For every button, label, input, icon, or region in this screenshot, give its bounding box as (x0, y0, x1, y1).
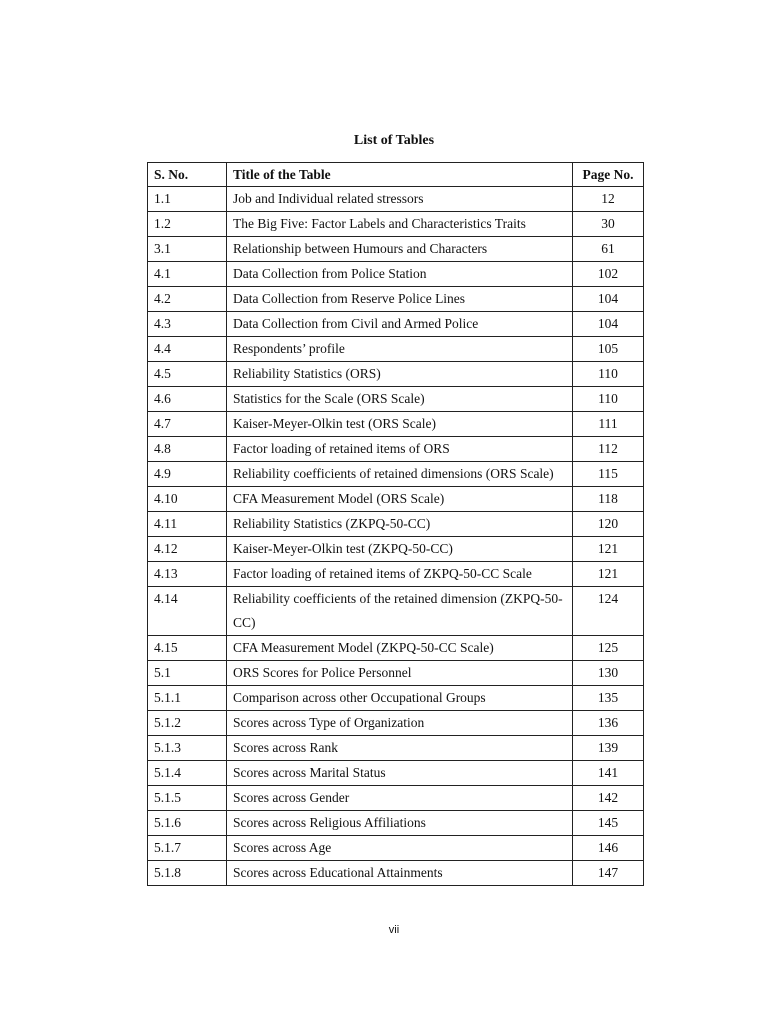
table-row (148, 512, 644, 537)
row-sno: 1.1 (148, 187, 227, 212)
row-sno: 4.1 (148, 262, 227, 287)
row-title: Reliability Statistics (ZKPQ-50-CC) (227, 512, 573, 537)
row-page-number: 130 (573, 661, 644, 686)
row-page-number: 142 (573, 786, 644, 811)
row-sno: 4.2 (148, 287, 227, 312)
table-row (148, 212, 644, 237)
row-sno: 5.1.1 (148, 686, 227, 711)
table-row (148, 237, 644, 262)
table-row (148, 836, 644, 861)
table-row (148, 636, 644, 661)
row-title: Statistics for the Scale (ORS Scale) (227, 387, 573, 412)
row-page-number: 121 (573, 537, 644, 562)
row-page-number: 141 (573, 761, 644, 786)
table-body (148, 187, 644, 886)
column-header-page: Page No. (573, 163, 644, 187)
row-page-number: 125 (573, 636, 644, 661)
row-title: Factor loading of retained items of ORS (227, 437, 573, 462)
row-title: Factor loading of retained items of ZKPQ-50-CC Scale (227, 562, 573, 587)
table-row (148, 487, 644, 512)
row-title: Scores across Marital Status (227, 761, 573, 786)
row-page-number: 111 (573, 412, 644, 437)
table-row (148, 686, 644, 711)
table-row (148, 262, 644, 287)
header-row (148, 163, 644, 187)
row-sno: 5.1.4 (148, 761, 227, 786)
row-title: ORS Scores for Police Personnel (227, 661, 573, 686)
row-title: Data Collection from Civil and Armed Police (227, 312, 573, 337)
table-row (148, 661, 644, 686)
row-sno: 3.1 (148, 237, 227, 262)
row-title: Reliability Statistics (ORS) (227, 362, 573, 387)
row-sno: 4.10 (148, 487, 227, 512)
row-page-number: 12 (573, 187, 644, 212)
table-row (148, 187, 644, 212)
row-page-number: 105 (573, 337, 644, 362)
row-page-number: 112 (573, 437, 644, 462)
page-title: List of Tables (353, 133, 435, 148)
row-title: Scores across Religious Affiliations (227, 811, 573, 836)
table-row (148, 786, 644, 811)
row-page-number: 139 (573, 736, 644, 761)
row-title: Reliability coefficients of the retained dimension (ZKPQ-50-CC) (227, 587, 573, 636)
row-title: CFA Measurement Model (ZKPQ-50-CC Scale) (227, 636, 573, 661)
row-page-number: 124 (573, 587, 644, 636)
row-sno: 4.3 (148, 312, 227, 337)
page-number: vii (388, 924, 400, 936)
table-row (148, 711, 644, 736)
table-row (148, 287, 644, 312)
table-row (148, 587, 644, 636)
row-page-number: 118 (573, 487, 644, 512)
row-page-number: 145 (573, 811, 644, 836)
table-row (148, 462, 644, 487)
row-page-number: 110 (573, 362, 644, 387)
row-title: The Big Five: Factor Labels and Characteristics Traits (227, 212, 573, 237)
row-sno: 1.2 (148, 212, 227, 237)
row-sno: 4.6 (148, 387, 227, 412)
table-row (148, 537, 644, 562)
table-row (148, 861, 644, 886)
row-sno: 4.9 (148, 462, 227, 487)
row-title: Job and Individual related stressors (227, 187, 573, 212)
row-title: Comparison across other Occupational Groups (227, 686, 573, 711)
table-row (148, 562, 644, 587)
table-row (148, 437, 644, 462)
row-page-number: 102 (573, 262, 644, 287)
row-page-number: 104 (573, 312, 644, 337)
row-sno: 4.7 (148, 412, 227, 437)
row-title: Respondents’ profile (227, 337, 573, 362)
row-sno: 4.11 (148, 512, 227, 537)
row-sno: 5.1.7 (148, 836, 227, 861)
row-page-number: 110 (573, 387, 644, 412)
row-sno: 5.1.5 (148, 786, 227, 811)
row-title: Scores across Gender (227, 786, 573, 811)
row-title: Kaiser-Meyer-Olkin test (ZKPQ-50-CC) (227, 537, 573, 562)
row-page-number: 104 (573, 287, 644, 312)
table-row (148, 337, 644, 362)
row-page-number: 115 (573, 462, 644, 487)
table-row (148, 412, 644, 437)
row-sno: 5.1.2 (148, 711, 227, 736)
row-sno: 5.1.6 (148, 811, 227, 836)
row-sno: 4.8 (148, 437, 227, 462)
row-title: Relationship between Humours and Characters (227, 237, 573, 262)
row-title: Reliability coefficients of retained dimensions (ORS Scale) (227, 462, 573, 487)
row-page-number: 146 (573, 836, 644, 861)
row-page-number: 120 (573, 512, 644, 537)
row-title: Scores across Age (227, 836, 573, 861)
row-page-number: 121 (573, 562, 644, 587)
row-sno: 4.4 (148, 337, 227, 362)
column-header-title: Title of the Table (227, 163, 573, 187)
row-sno: 4.5 (148, 362, 227, 387)
row-title: CFA Measurement Model (ORS Scale) (227, 487, 573, 512)
row-title: Scores across Educational Attainments (227, 861, 573, 886)
row-page-number: 30 (573, 212, 644, 237)
table-row (148, 362, 644, 387)
table-row (148, 387, 644, 412)
row-title: Data Collection from Reserve Police Lines (227, 287, 573, 312)
table-row (148, 312, 644, 337)
row-page-number: 61 (573, 237, 644, 262)
row-sno: 4.12 (148, 537, 227, 562)
row-page-number: 136 (573, 711, 644, 736)
row-title: Kaiser-Meyer-Olkin test (ORS Scale) (227, 412, 573, 437)
row-title: Scores across Rank (227, 736, 573, 761)
row-title: Scores across Type of Organization (227, 711, 573, 736)
row-sno: 4.15 (148, 636, 227, 661)
row-page-number: 147 (573, 861, 644, 886)
row-sno: 4.13 (148, 562, 227, 587)
row-sno: 5.1.3 (148, 736, 227, 761)
row-page-number: 135 (573, 686, 644, 711)
table-row (148, 811, 644, 836)
row-title: Data Collection from Police Station (227, 262, 573, 287)
table-row (148, 761, 644, 786)
row-sno: 5.1.8 (148, 861, 227, 886)
row-sno: 4.14 (148, 587, 227, 636)
column-header-sno: S. No. (148, 163, 227, 187)
list-of-tables (147, 162, 644, 886)
table-row (148, 736, 644, 761)
row-sno: 5.1 (148, 661, 227, 686)
